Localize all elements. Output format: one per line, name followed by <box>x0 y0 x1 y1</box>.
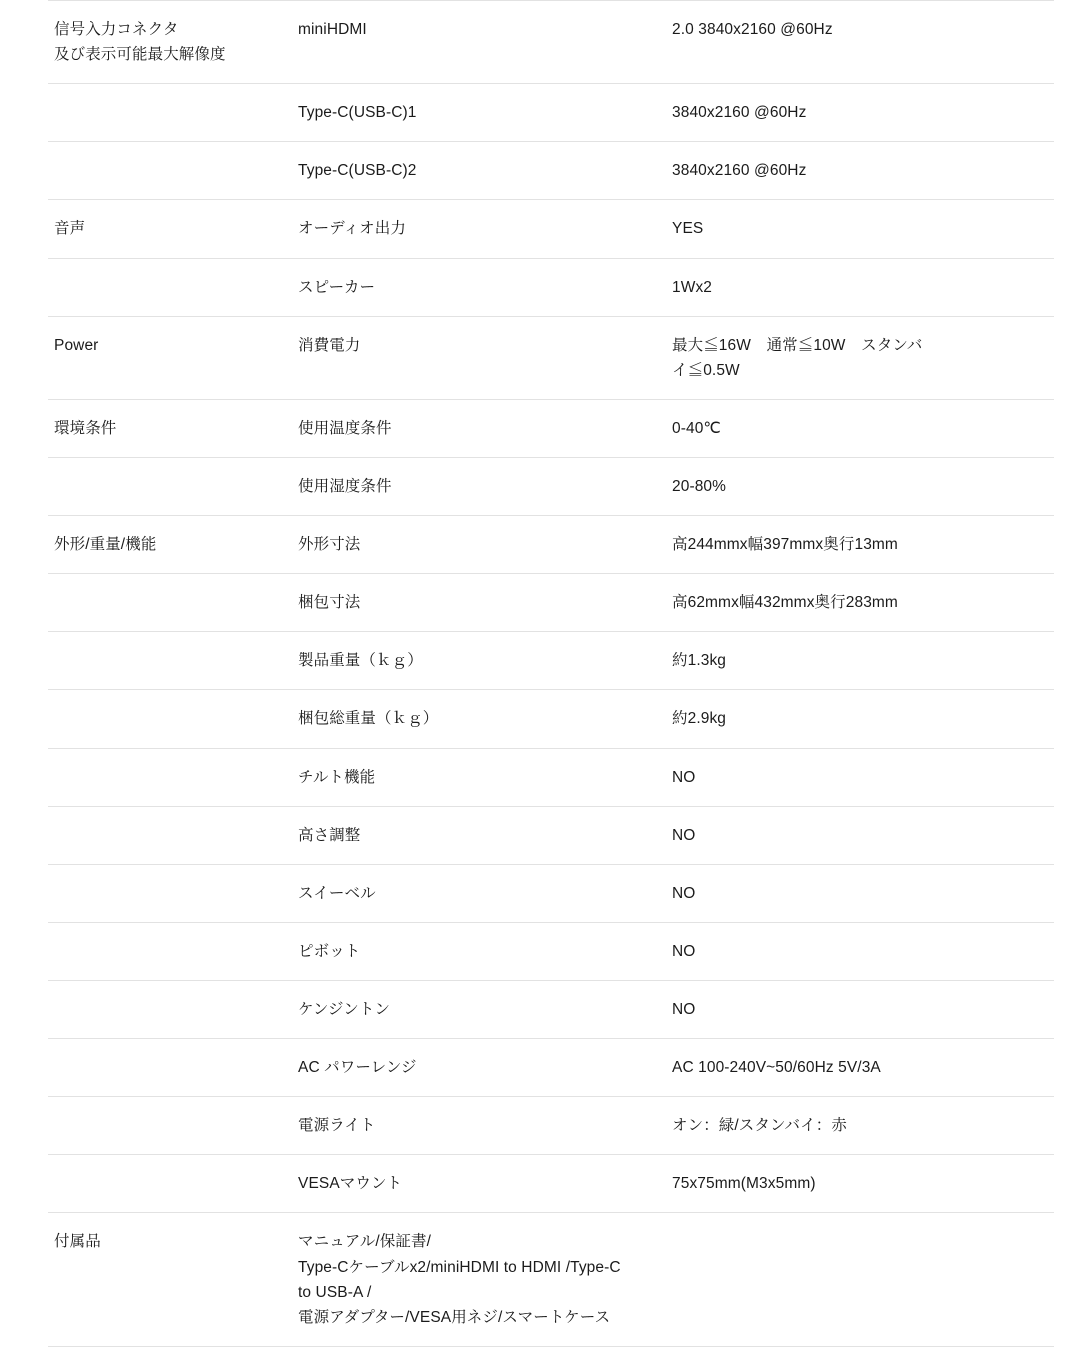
cell-item-line: 消費電力 <box>298 336 361 354</box>
cell-item <box>292 316 666 399</box>
cell-value <box>666 748 1054 806</box>
table-row <box>48 574 1054 632</box>
table-row <box>48 84 1054 142</box>
table-row <box>48 1213 1054 1346</box>
cell-value-line: NO <box>672 826 696 844</box>
cell-item <box>292 864 666 922</box>
cell-category-line: Power <box>54 336 99 354</box>
cell-item-line: マニュアル/保証書/ <box>298 1233 431 1251</box>
cell-value <box>666 316 1054 399</box>
cell-item-line: 使用湿度条件 <box>298 477 392 495</box>
cell-item-line: Type-Cケーブルx2/miniHDMI to HDMI /Type-C <box>298 1258 621 1276</box>
cell-item <box>292 922 666 980</box>
table-row <box>48 1039 1054 1097</box>
cell-item-line: VESAマウント <box>298 1175 403 1193</box>
cell-item <box>292 1039 666 1097</box>
cell-item <box>292 1 666 84</box>
cell-item-line: オーディオ出力 <box>298 220 406 238</box>
cell-value-line: 高244mmx幅397mmx奥行13mm <box>672 536 898 554</box>
cell-value <box>666 142 1054 200</box>
specification-table <box>48 0 1054 1347</box>
table-row <box>48 457 1054 515</box>
cell-category <box>48 399 292 457</box>
cell-item <box>292 574 666 632</box>
cell-category <box>48 142 292 200</box>
table-row <box>48 516 1054 574</box>
table-row <box>48 142 1054 200</box>
cell-category <box>48 1097 292 1155</box>
cell-value <box>666 806 1054 864</box>
cell-item-line: Type-C(USB-C)1 <box>298 104 417 122</box>
cell-category <box>48 1039 292 1097</box>
cell-value-line: NO <box>672 1000 696 1018</box>
cell-category <box>48 980 292 1038</box>
table-row <box>48 864 1054 922</box>
cell-category <box>48 690 292 748</box>
cell-item-line: スイーベル <box>298 884 376 902</box>
cell-value-line: YES <box>672 220 704 238</box>
cell-item-line: 製品重量（ｋｇ） <box>298 652 423 670</box>
cell-item-line: to USB-A / <box>298 1283 372 1301</box>
cell-value-line: 3840x2160 @60Hz <box>672 162 807 180</box>
cell-item <box>292 1097 666 1155</box>
cell-category <box>48 632 292 690</box>
cell-value-line: NO <box>672 884 696 902</box>
table-row <box>48 258 1054 316</box>
cell-item <box>292 516 666 574</box>
cell-category <box>48 1 292 84</box>
table-row <box>48 748 1054 806</box>
cell-value <box>666 1039 1054 1097</box>
cell-value <box>666 457 1054 515</box>
cell-value-line: AC 100-240V~50/60Hz 5V/3A <box>672 1059 881 1077</box>
cell-value-line: 高62mmx幅432mmx奥行283mm <box>672 594 898 612</box>
cell-value-line: 1Wx2 <box>672 278 713 296</box>
cell-value <box>666 864 1054 922</box>
cell-value-line: 75x75mm(M3x5mm) <box>672 1175 816 1193</box>
cell-category <box>48 457 292 515</box>
cell-category <box>48 258 292 316</box>
cell-item <box>292 200 666 258</box>
cell-item <box>292 690 666 748</box>
cell-value <box>666 1 1054 84</box>
table-row <box>48 316 1054 399</box>
cell-value <box>666 1155 1054 1213</box>
cell-item-line: 梱包寸法 <box>298 594 361 612</box>
cell-item <box>292 632 666 690</box>
cell-value <box>666 200 1054 258</box>
cell-value-line: 最大≦16W 通常≦10W スタンバ <box>672 336 923 354</box>
cell-item <box>292 258 666 316</box>
cell-item <box>292 399 666 457</box>
cell-category <box>48 1155 292 1213</box>
cell-value-line: 3840x2160 @60Hz <box>672 104 807 122</box>
cell-value <box>666 632 1054 690</box>
table-row <box>48 806 1054 864</box>
cell-value <box>666 516 1054 574</box>
cell-item-line: 使用温度条件 <box>298 419 392 437</box>
cell-category-line: 付属品 <box>54 1233 101 1251</box>
cell-category <box>48 316 292 399</box>
cell-item <box>292 1155 666 1213</box>
cell-category <box>48 1213 292 1346</box>
cell-value-line: 20-80% <box>672 477 727 495</box>
specification-table-body <box>48 1 1054 1347</box>
cell-value-line: 約2.9kg <box>672 710 727 728</box>
cell-value <box>666 258 1054 316</box>
cell-item <box>292 748 666 806</box>
cell-category <box>48 748 292 806</box>
cell-category <box>48 806 292 864</box>
cell-value-line: イ≦0.5W <box>672 361 740 379</box>
cell-item-line: スピーカー <box>298 278 376 296</box>
cell-item-line: ピボット <box>298 942 361 960</box>
table-row <box>48 200 1054 258</box>
table-row <box>48 632 1054 690</box>
cell-category-line: 音声 <box>54 220 86 238</box>
table-row <box>48 399 1054 457</box>
cell-item <box>292 142 666 200</box>
cell-value <box>666 1097 1054 1155</box>
cell-item-line: Type-C(USB-C)2 <box>298 162 417 180</box>
cell-item <box>292 1213 666 1346</box>
cell-category <box>48 864 292 922</box>
cell-value-line: 2.0 3840x2160 @60Hz <box>672 21 833 38</box>
table-row <box>48 922 1054 980</box>
cell-item-line: 電源アダプター/VESA用ネジ/スマートケース <box>298 1308 611 1326</box>
cell-item-line: チルト機能 <box>298 768 376 786</box>
cell-category-line: 信号入力コネクタ <box>54 21 179 38</box>
cell-value <box>666 1213 1054 1346</box>
bottom-spacer <box>48 1347 1032 1361</box>
cell-item <box>292 806 666 864</box>
cell-category <box>48 922 292 980</box>
table-row <box>48 980 1054 1038</box>
cell-value <box>666 980 1054 1038</box>
table-row <box>48 1097 1054 1155</box>
cell-value-line: NO <box>672 768 696 786</box>
cell-item-line: miniHDMI <box>298 21 367 38</box>
cell-value-line: オン：緑/スタンバイ：赤 <box>672 1117 847 1135</box>
cell-value <box>666 690 1054 748</box>
cell-item-line: 梱包総重量（ｋｇ） <box>298 710 439 728</box>
cell-category <box>48 516 292 574</box>
cell-item-line: ケンジントン <box>298 1000 391 1018</box>
cell-value-line: 約1.3kg <box>672 652 727 670</box>
table-row <box>48 690 1054 748</box>
cell-category <box>48 200 292 258</box>
cell-item-line: 電源ライト <box>298 1117 376 1135</box>
cell-category-line: 環境条件 <box>54 419 117 437</box>
cell-value <box>666 922 1054 980</box>
cell-category <box>48 84 292 142</box>
cell-value <box>666 84 1054 142</box>
cell-item-line: AC パワーレンジ <box>298 1059 417 1077</box>
cell-value <box>666 399 1054 457</box>
cell-value-line: NO <box>672 942 696 960</box>
cell-category <box>48 574 292 632</box>
table-row <box>48 1155 1054 1213</box>
cell-value-line: 0-40℃ <box>672 419 721 437</box>
cell-item-line: 外形寸法 <box>298 536 361 554</box>
cell-item-line: 高さ調整 <box>298 826 361 844</box>
cell-value <box>666 574 1054 632</box>
cell-category-line: 外形/重量/機能 <box>54 536 157 554</box>
cell-item <box>292 457 666 515</box>
table-row <box>48 1 1054 84</box>
cell-item <box>292 980 666 1038</box>
cell-category-line: 及び表示可能最大解像度 <box>54 46 226 64</box>
cell-item <box>292 84 666 142</box>
